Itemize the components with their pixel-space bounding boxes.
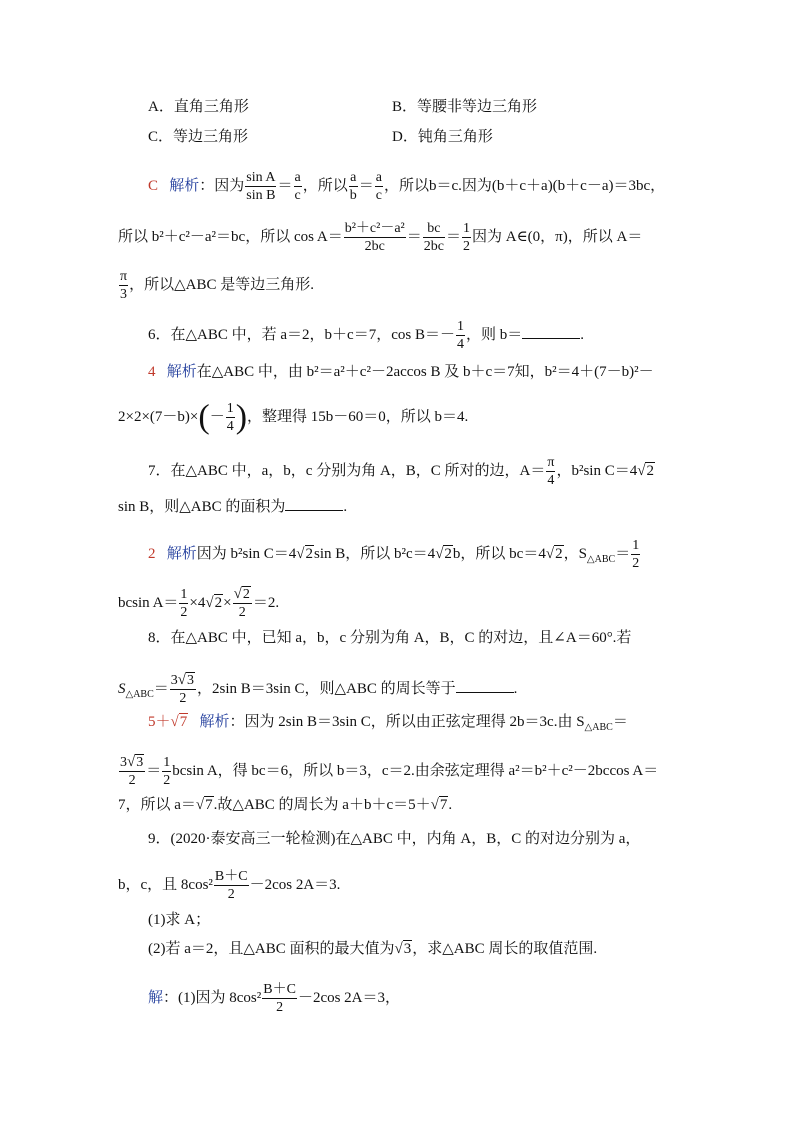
fraction xyxy=(349,169,358,204)
q8-text: 7，所以 a＝ xyxy=(118,797,196,813)
eq: ＝ xyxy=(146,762,162,779)
sqrt: 2 xyxy=(646,462,654,479)
coef: 3 xyxy=(120,755,127,770)
sqrt: 3 xyxy=(136,755,144,770)
q7-text: × xyxy=(223,594,232,611)
fraction xyxy=(631,537,640,572)
eq: ＝ xyxy=(153,680,169,697)
den: 4 xyxy=(226,419,234,434)
sqrt-sign: √ xyxy=(170,714,179,730)
paren: ( xyxy=(198,398,210,436)
den: 2 xyxy=(276,1000,284,1015)
den: 4 xyxy=(547,473,555,488)
sqrt: 3 xyxy=(187,673,195,688)
q9-part2 xyxy=(148,939,597,959)
q5-solution-line3 xyxy=(118,268,314,303)
num: 1 xyxy=(180,587,188,602)
dot: . xyxy=(580,326,584,343)
q9-text: ：(1)因为 8cos² xyxy=(163,989,262,1006)
answer-blank xyxy=(456,678,514,693)
q7-text: sin B，则△ABC 的面积为 xyxy=(118,499,286,515)
num: 1 xyxy=(226,401,234,416)
sqrt-sign: √ xyxy=(127,754,136,770)
answer-text: 5＋ xyxy=(148,714,171,730)
sqrt-sign: √ xyxy=(205,594,214,611)
q7-solution-line1 xyxy=(148,537,641,572)
den: c xyxy=(375,188,382,203)
fraction xyxy=(423,220,445,255)
sqrt: 2 xyxy=(242,587,250,602)
den: 2 xyxy=(238,605,246,620)
q7-text: bcsin A＝ xyxy=(118,594,179,611)
q5-label: 解析 xyxy=(169,177,200,194)
num: 1 xyxy=(163,755,171,770)
fraction xyxy=(294,169,302,204)
q8-stem-line2 xyxy=(118,672,517,707)
q8-solution-line3 xyxy=(118,795,452,815)
fraction xyxy=(226,400,235,435)
q6-stem xyxy=(148,318,584,353)
option-b: B．等腰非等边三角形 xyxy=(392,99,538,115)
fraction xyxy=(162,754,171,789)
option-d: D．钝角三角形 xyxy=(392,129,493,145)
den: 2bc xyxy=(364,239,385,254)
fraction xyxy=(546,454,555,489)
fraction xyxy=(233,586,252,621)
sqrt: 7 xyxy=(439,797,448,813)
q7-text: 7．在△ABC 中，a，b，c 分别为角 A，B，C 所对的边，A＝ xyxy=(148,462,546,479)
sqrt-sign: √ xyxy=(435,545,444,562)
q5-text: 所以 b²＋c²－a²＝bc，所以 cos A＝ xyxy=(118,228,343,245)
den: 2 xyxy=(632,556,640,571)
q8-solution-line2 xyxy=(118,754,658,789)
q9-text: ，求△ABC 周长的取值范围. xyxy=(412,941,598,957)
sqrt-sign: √ xyxy=(195,797,205,813)
fraction xyxy=(170,672,196,707)
num: 1 xyxy=(456,319,464,334)
sqrt-sign: √ xyxy=(430,797,439,813)
num: 1 xyxy=(463,221,470,236)
dot: . xyxy=(513,680,518,697)
q9-solution-line1 xyxy=(148,981,400,1016)
fraction xyxy=(456,318,465,353)
num: 1 xyxy=(632,538,640,553)
subscript: △ABC xyxy=(586,553,616,565)
q9-text: b，c，且 8cos² xyxy=(118,876,213,893)
eq: ＝ xyxy=(358,177,374,194)
q7-stem-line2 xyxy=(118,496,347,517)
q6-text: ，则 b＝ xyxy=(465,326,523,343)
q7-text: ×4 xyxy=(189,594,206,611)
num: B＋C xyxy=(214,869,248,884)
q8-answer xyxy=(148,714,188,730)
eq: ＝ xyxy=(445,228,461,245)
num: B＋C xyxy=(263,982,296,997)
sqrt: 2 xyxy=(214,594,223,611)
num: b²＋c²－a² xyxy=(344,221,405,236)
num: a xyxy=(350,170,357,185)
num xyxy=(119,754,145,772)
q7-text: 因为 b²sin C＝4 xyxy=(196,545,297,562)
q8-text: ，2sin B＝3sin C，则△ABC 的周长等于 xyxy=(197,680,456,697)
sqrt: 3 xyxy=(403,941,412,957)
sqrt-sign: √ xyxy=(637,462,646,479)
q9-text: －2cos 2A＝3， xyxy=(297,989,401,1006)
q6-solution-line2: 2×2×(7－b)×(－ $\frac{1}{4}$ )，整理得 15b－60＝0，所以 b＝4. xyxy=(118,398,469,436)
q8-text: ：因为 2sin B＝3sin C，所以由正弦定理得 2b＝3c.由 S xyxy=(229,714,585,730)
q7-text: ，b²sin C＝4 xyxy=(556,462,638,479)
q5-text: ，所以b＝c.因为(b＋c＋a)(b＋c－a)＝3bc， xyxy=(383,177,666,194)
sqrt: 7 xyxy=(179,714,188,730)
q7-text: ，S xyxy=(563,545,587,562)
fraction xyxy=(245,169,276,204)
den: 4 xyxy=(456,337,464,352)
sqrt-sign: √ xyxy=(233,586,242,602)
den: 2 xyxy=(179,691,187,706)
q8-stem-line1: 8．在△ABC 中，已知 a，b，c 分别为角 A，B，C 的对边，且∠A＝60°.若 xyxy=(148,630,632,646)
sqrt: 2 xyxy=(444,545,452,562)
q7-stem-line1 xyxy=(148,454,655,489)
q6-text: 2×2×(7－b)× xyxy=(118,408,199,425)
num: a xyxy=(294,170,301,185)
den: 2 xyxy=(463,239,470,254)
fraction xyxy=(462,220,471,255)
q9-stem-line2 xyxy=(118,868,340,903)
q7-text: sin B，所以 b²c＝4 xyxy=(314,545,436,562)
num: sin A xyxy=(246,170,276,185)
q7-text: b，所以 bc＝4 xyxy=(452,545,546,562)
answer-blank xyxy=(285,496,343,511)
q6-text: 在△ABC 中，由 b²＝a²＋c²－2accos B 及 b＋c＝7知，b²＝4＋(7－b)²－ xyxy=(196,364,654,380)
den: 2 xyxy=(163,773,171,788)
eq: ＝ xyxy=(406,228,422,245)
den: 2 xyxy=(227,887,235,902)
q6-text: 6．在△ABC 中，若 a＝2，b＋c＝7，cos B＝－ xyxy=(148,326,455,343)
q8-text: bcsin A，得 bc＝6，所以 b＝3，c＝2.由余弦定理得 a²＝b²＋c²－2bccos A＝ xyxy=(172,762,659,779)
num: π xyxy=(120,269,128,284)
den: b xyxy=(349,188,357,203)
q5-solution-line1 xyxy=(148,169,665,204)
q7-solution-line2 xyxy=(118,586,279,621)
q5-solution-line2 xyxy=(118,220,642,255)
num xyxy=(170,672,196,690)
sqrt-sign: √ xyxy=(394,941,403,957)
fraction xyxy=(119,754,145,789)
option-a: A．直角三角形 xyxy=(148,99,249,115)
answer-blank xyxy=(522,324,580,339)
fraction xyxy=(119,268,128,303)
num: π xyxy=(547,455,555,470)
q7-text: ＝2. xyxy=(252,594,280,611)
den: c xyxy=(294,188,301,203)
q9-text: －2cos 2A＝3. xyxy=(249,876,341,893)
fraction xyxy=(179,586,188,621)
q8-text: .故△ABC 的周长为 a＋b＋c＝5＋ xyxy=(213,797,431,813)
q9-part1: (1)求 A； xyxy=(148,912,211,928)
den: 3 xyxy=(120,287,128,302)
eq: ＝ xyxy=(615,545,631,562)
dot: . xyxy=(448,797,453,813)
s-symbol: S xyxy=(118,680,126,697)
q9-text: (2)若 a＝2，且△ABC 面积的最大值为 xyxy=(148,941,395,957)
fraction xyxy=(214,868,249,903)
den: sin B xyxy=(246,188,276,203)
fraction xyxy=(262,981,297,1016)
fraction xyxy=(375,169,383,204)
q6-label: 解析 xyxy=(166,364,197,380)
q5-text: ，所以△ABC 是等边三角形. xyxy=(129,276,314,293)
sqrt-sign: √ xyxy=(296,545,305,562)
q7-label: 解析 xyxy=(166,545,197,562)
option-c: C．等边三角形 xyxy=(148,129,249,145)
q9-label: 解 xyxy=(148,989,164,1006)
num xyxy=(233,586,252,604)
q9-stem-line1: 9．(2020·泰安高三一轮检测)在△ABC 中，内角 A，B，C 的对边分别为 a， xyxy=(148,831,641,847)
q8-solution-line1 xyxy=(148,712,628,738)
subscript: △ABC xyxy=(125,688,154,700)
q5-answer: C xyxy=(148,177,159,194)
sqrt: 2 xyxy=(305,545,314,562)
den: 2 xyxy=(180,605,188,620)
eq: ＝ xyxy=(612,714,628,730)
den: 2 xyxy=(128,773,136,788)
coef: 3 xyxy=(170,673,178,688)
q6-text: ，整理得 15b－60＝0，所以 b＝4. xyxy=(247,408,469,425)
eq: ＝ xyxy=(277,177,293,194)
sqrt: 7 xyxy=(205,797,213,813)
num: bc xyxy=(423,220,445,238)
q6-solution-line1 xyxy=(148,362,654,382)
num: a xyxy=(375,170,382,185)
q5-text: 因为 A∈(0，π)，所以 A＝ xyxy=(472,228,643,245)
q5-text: ，所以 xyxy=(302,177,348,194)
sqrt: 2 xyxy=(555,545,563,562)
q7-answer: 2 xyxy=(148,545,156,562)
subscript: △ABC xyxy=(584,722,613,733)
q5-text: ：因为 xyxy=(199,177,245,194)
sqrt-sign: √ xyxy=(177,672,187,688)
q8-label: 解析 xyxy=(199,714,230,730)
dot: . xyxy=(343,499,348,515)
den: 2bc xyxy=(423,239,444,254)
paren: ) xyxy=(235,398,248,436)
q6-answer: 4 xyxy=(148,364,156,380)
sqrt-sign: √ xyxy=(545,545,555,562)
fraction xyxy=(344,220,406,255)
